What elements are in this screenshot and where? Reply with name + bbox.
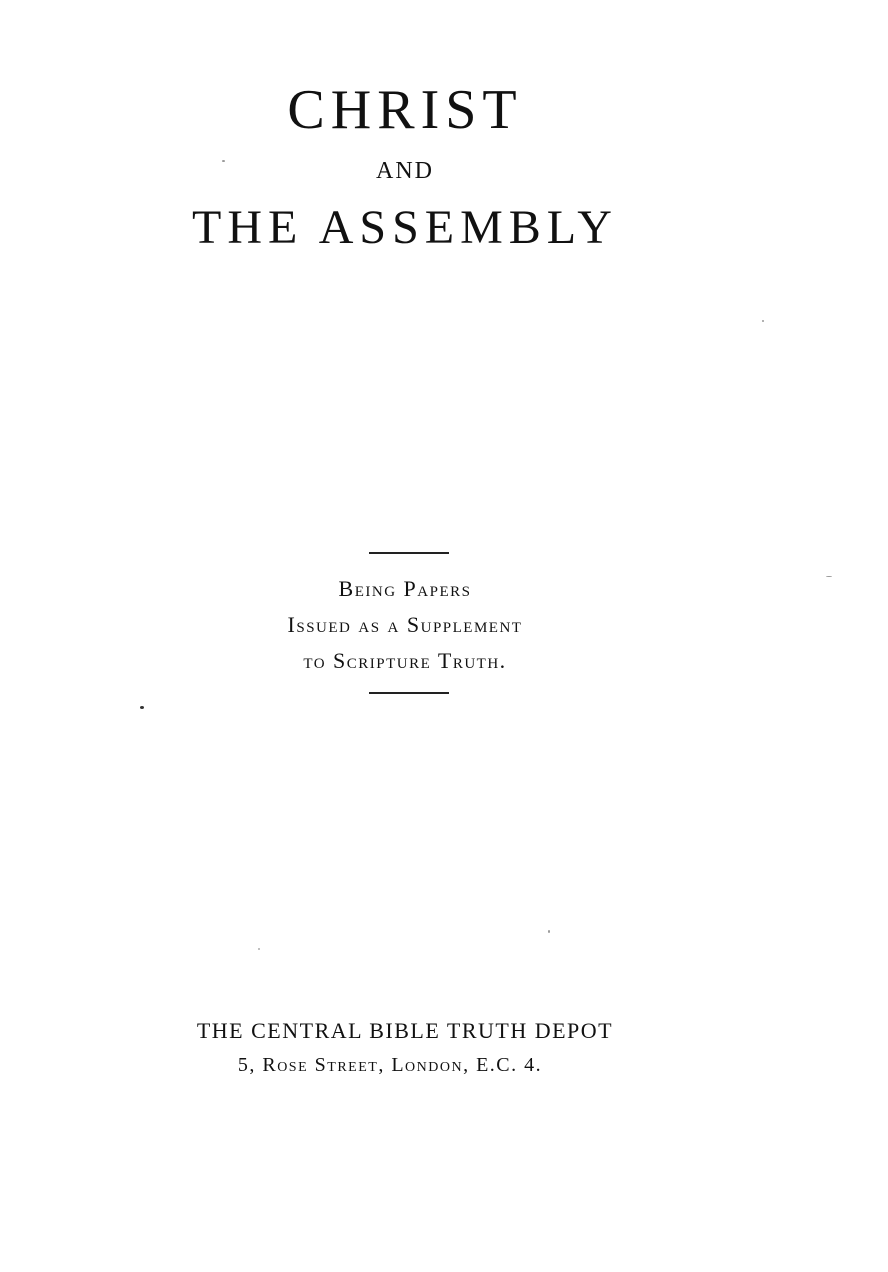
book-title: CHRIST (287, 79, 523, 141)
description-line-1: Being Papers (338, 576, 472, 601)
bottom-divider-rule (369, 692, 449, 694)
scan-speck (140, 706, 144, 709)
book-subtitle: THE ASSEMBLY (192, 201, 618, 254)
publisher-address: 5, Rose Street, London, E.C. 4. (237, 1054, 543, 1076)
scan-speck (762, 320, 764, 322)
title-conjunction: AND (376, 158, 434, 184)
publisher-name: THE CENTRAL BIBLE TRUTH DEPOT (196, 1018, 614, 1043)
scan-speck (222, 160, 225, 162)
description-line-2: Issued as a Supplement (287, 612, 523, 637)
scan-speck (258, 948, 260, 950)
scan-speck (826, 576, 832, 577)
top-divider-rule (369, 552, 449, 554)
description-line-3: to Scripture Truth. (303, 648, 507, 673)
scan-speck (548, 930, 550, 933)
